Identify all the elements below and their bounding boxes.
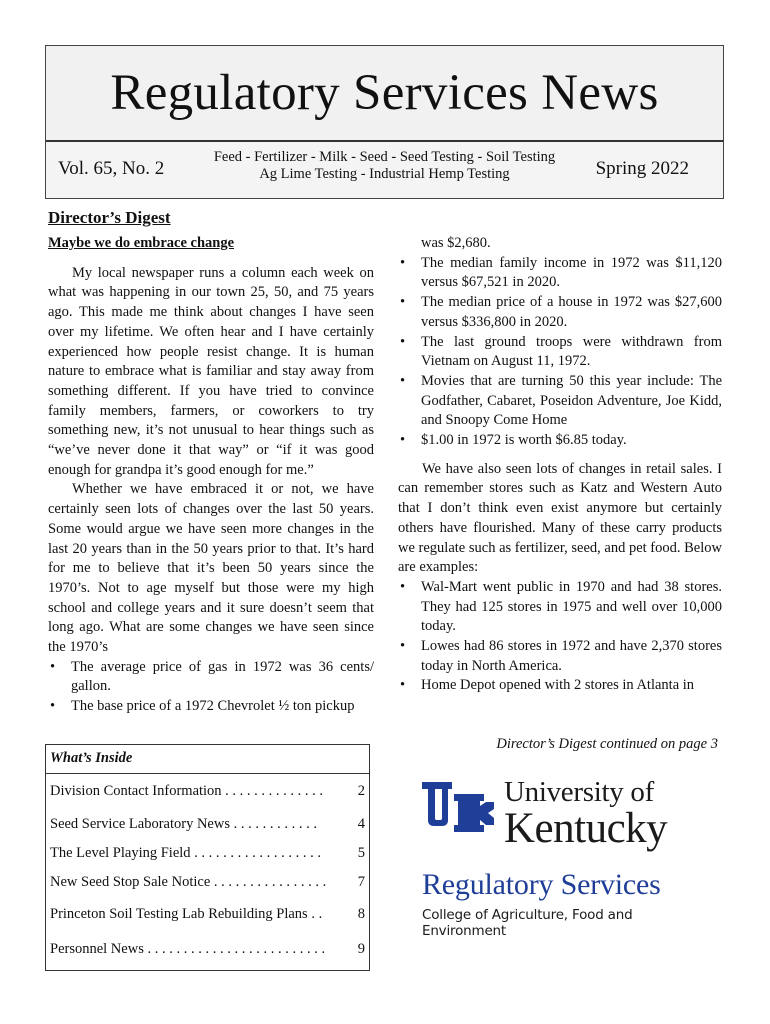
list-item-text: The last ground troops were withdrawn from Vietnam on August 11, 1972. <box>421 333 722 370</box>
toc-label: Princeton Soil Testing Lab Rebuilding Plans . . <box>50 906 323 922</box>
toc-label: Division Contact Information . . . . . . . . . . . . . . <box>50 783 324 799</box>
logo-college-text: College of Agriculture, Food and Environment <box>422 907 633 939</box>
toc-row <box>50 783 365 803</box>
list-item <box>398 578 722 637</box>
list-item <box>398 333 722 372</box>
toc-label: Seed Service Laboratory News . . . . . . . . . . . . <box>50 816 317 832</box>
article-headline: Maybe we do embrace change <box>48 235 235 251</box>
list-item <box>398 637 722 676</box>
logo-kentucky-text: Kentucky <box>504 805 668 852</box>
toc-label: New Seed Stop Sale Notice . . . . . . . . . . . . . . . . <box>50 874 327 890</box>
spacer <box>398 451 722 460</box>
paragraph-3: We have also seen lots of changes in retail sales. I can remember stores such as Katz and Western Auto that I don’t think even exist anymore but certainly others have flourished. Many of these carry products we regulate such as fertilizer, seed, and pet food. Below are examples: <box>398 460 722 576</box>
list-item-text: was $2,680. <box>421 235 491 251</box>
bullet-icon: • <box>400 677 406 694</box>
bullet-list-3 <box>398 578 722 696</box>
masthead <box>45 45 724 199</box>
newsletter-title: Regulatory Services News <box>110 65 659 121</box>
left-column <box>48 208 374 717</box>
issue-season: Spring 2022 <box>595 158 689 179</box>
bullet-icon: • <box>400 638 406 655</box>
list-item <box>398 431 722 451</box>
section-title: Director’s Digest <box>48 208 171 227</box>
toc-row <box>50 845 365 865</box>
list-item <box>398 676 722 696</box>
bullet-list-2 <box>398 234 722 451</box>
list-item <box>48 658 374 697</box>
toc-page: 4 <box>357 816 365 832</box>
list-item-text: Lowes had 86 stores in 1972 and have 2,370 stores today in North America. <box>421 638 722 674</box>
bullet-icon: • <box>400 254 406 271</box>
paragraph-2: Whether we have embraced it or not, we have certainly seen lots of changes over the last 50 years. Some would argue we have seen more changes in the last 20 years than in the 50 years prior to that. It’s hard for me to believe that it’s been 50 years since the 1970’s. Not to age myself but those were my high school and college years and it sure doesn’t seem that long ago. What are some changes we have seen since the 1970’s <box>48 481 374 656</box>
toc-row <box>50 941 365 961</box>
uk-logo-icon <box>420 780 496 844</box>
continued-note: Director’s Digest continued on page 3 <box>496 736 718 752</box>
toc-page: 9 <box>357 941 365 957</box>
logo-regulatory-services: Regulatory Services <box>422 868 661 901</box>
list-item-text: Movies that are turning 50 this year include: The Godfather, Cabaret, Poseidon Adventure, Joe Kidd, and Snoopy Come Home <box>421 372 722 429</box>
toc-label: The Level Playing Field . . . . . . . . . . . . . . . . . . <box>50 845 322 861</box>
bullet-icon: • <box>400 372 406 389</box>
right-column <box>398 234 722 696</box>
list-item-text: The median price of a house in 1972 was $27,600 versus $336,800 in 2020. <box>421 294 722 330</box>
whats-inside-title: What’s Inside <box>50 750 133 766</box>
bullet-icon: • <box>50 698 56 715</box>
bullet-icon: • <box>400 294 406 311</box>
bullet-icon: • <box>400 578 406 595</box>
program-list-line-1: Feed - Fertilizer - Milk - Seed - Seed Testing - Soil Testing <box>213 149 556 165</box>
list-item-continued <box>398 234 722 254</box>
volume-number: Vol. 65, No. 2 <box>58 158 165 179</box>
list-item-text: Wal-Mart went public in 1970 and had 38 stores. They had 125 stores in 1975 and well over 10,000 today. <box>421 578 722 635</box>
list-item-text: Home Depot opened with 2 stores in Atlanta in <box>421 677 695 694</box>
university-logo <box>420 776 720 939</box>
list-item <box>398 254 722 293</box>
whats-inside-box <box>45 744 370 971</box>
list-item-text: The base price of a 1972 Chevrolet ½ ton pickup <box>71 698 355 715</box>
title-box <box>46 46 723 142</box>
list-item <box>398 293 722 332</box>
divider <box>46 773 369 774</box>
toc-page: 5 <box>357 845 365 861</box>
paragraph-1: My local newspaper runs a column each week on what was happening in our town 25, 50, and 75 years ago. This made me think about changes I have seen over my lifetime. We often hear and I have certainly experienced how people resist change. It is human nature to embrace what is familiar and stay away from something different. If you have tried to convince family members, farmers, or coworkers to try something new, it’s not unusual to hear things such as “we’ve never done it that way” or “if it was good enough for grandpa it’s good enough for me.” <box>48 264 374 478</box>
bullet-icon: • <box>50 658 56 675</box>
toc-row <box>50 874 365 894</box>
bullet-icon: • <box>400 432 406 449</box>
toc-row <box>50 816 365 836</box>
toc-page: 7 <box>357 874 365 890</box>
program-list <box>176 149 593 183</box>
toc-page: 8 <box>357 906 365 922</box>
list-item <box>48 697 374 717</box>
list-item <box>398 372 722 431</box>
list-item-text: $1.00 in 1972 is worth $6.85 today. <box>421 432 627 449</box>
bullet-icon: • <box>400 333 406 350</box>
list-item-text: The average price of gas in 1972 was 36 cents/ gallon. <box>71 658 374 695</box>
toc-row <box>50 906 365 926</box>
toc-label: Personnel News . . . . . . . . . . . . . . . . . . . . . . . . . <box>50 941 326 957</box>
bullet-list-1 <box>48 658 374 717</box>
toc-page: 2 <box>357 783 365 799</box>
logo-university-text: University of <box>504 776 654 808</box>
program-list-line-2: Ag Lime Testing - Industrial Hemp Testing <box>259 166 510 182</box>
list-item-text: The median family income in 1972 was $11,120 versus $67,521 in 2020. <box>421 254 722 291</box>
